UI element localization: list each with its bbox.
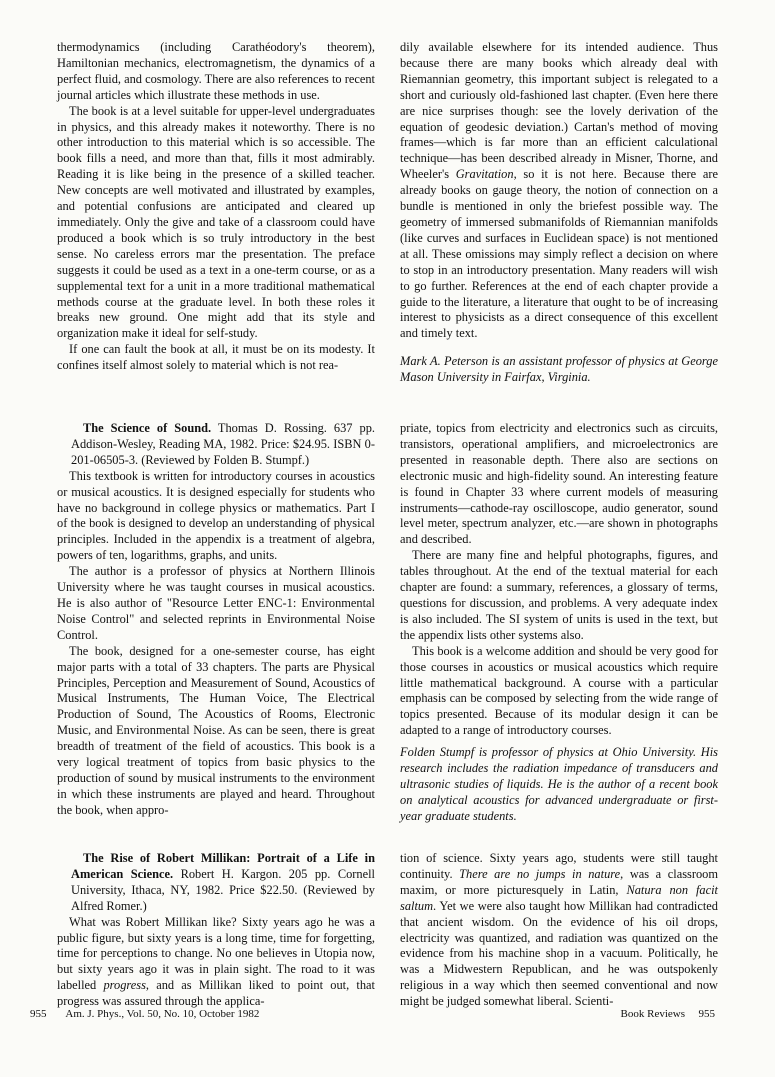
journal-citation: Am. J. Phys., Vol. 50, No. 10, October 1982 xyxy=(65,1008,260,1020)
review2-paragraph: This book is a welcome addition and should be very good for those courses in acoustics or musical acoustics which require little mathematical background. A course with a particular emphasis can be composed by selecting from the wide range of topics presented. Because of its modular design it can be adapted to a range of introductory courses. xyxy=(400,643,718,738)
review1-paragraph: The book is at a level suitable for upper-level undergraduates in physics, and this already makes it noteworthy. There is no other introduction to this material which is so accessible. The book fills a need, and more than that, fills it most admirably. Reading it is like being in the presence of a skilled teacher. New concepts are well motivated and illustrated by examples, and potential confusions are anticipated and cleared up immediately. Only the give and take of a classroom could have produced a book which is so truly introductory in the best sense. No careless errors mar the presentation. The preface suggests it could be used as a text in a one-term course, or as a supplemental text for a unit in a more traditional mathematical methods course at the graduate level. In both these roles it breaks new ground. One might add that its style and organization make it ideal for self-study. xyxy=(57,103,375,341)
review-heading xyxy=(57,851,375,915)
review2-right-column xyxy=(400,421,718,825)
review-heading xyxy=(57,421,375,469)
review1-paragraph: If one can fault the book at all, it must be on its modesty. It confines itself almost solely to material which is not rea- xyxy=(57,342,375,373)
reviewer-bio: Mark A. Peterson is an assistant professor of physics at George Mason University in Fairfax, Virginia. xyxy=(400,354,718,385)
review1-right-column xyxy=(400,40,718,386)
review3-right-column xyxy=(400,851,718,1010)
review3-paragraph: tion of science. Sixty years ago, students were still taught continuity. There are no jumps in nature, was a classroom maxim, or more picturesquely in Latin, Natura non facit saltum. Yet we were also taught how Millikan had contradicted that ancient wisdom. On the evidence of his oil drops, electricity was quantized, and radiation was quantized on the evidence from his machine shop in a vacuum. Politically, he was a Midwestern Republican, and he was outspokenly religious in a way which then seemed conventional and now might be judged somewhat liberal. Scienti- xyxy=(400,851,719,1009)
review2-paragraph: There are many fine and helpful photographs, figures, and tables throughout. At the end of the textual material for each chapter are found: a summary, references, a glossary of terms, questions for discussion, and problems. A very adequate index is also included. The SI system of units is used in the text, but the appendix lists other systems also. xyxy=(400,548,718,642)
review2-paragraph: priate, topics from electricity and electronics such as circuits, transistors, operational amplifiers, and microelectronics are presented in reasonable depth. There also are sections on electronic music and high-fidelity sound. An interesting feature is found in Chapter 33 where current models of measuring instruments—cathode-ray oscilloscope, audio generator, sound level meter, spectrum analyzer, etc.—are shown in photographs and described. xyxy=(400,421,718,547)
book-title: The Rise of Robert Millikan: Portrait of a Life in American Science. xyxy=(71,851,375,881)
book-citation: Robert H. Kargon. 205 pp. Cornell University, Ithaca, NY, 1982. Price $22.50. (Reviewed by Alfred Romer.) xyxy=(71,866,375,913)
review3-paragraph: What was Robert Millikan like? Sixty years ago he was a public figure, but sixty years is a long time, time for forgetting, time for perceptions to change. No one believes in Utopia now, but sixty years ago it was in plain sight. The road to it was labelled progress, and as Millikan liked to point out, that progress was assured through the applica- xyxy=(57,914,375,1009)
book-citation: Thomas D. Rossing. 637 pp. Addison-Wesley, Reading MA, 1982. Price: $24.95. ISBN 0-201-06505-3. (Reviewed by Folden B. Stumpf.) xyxy=(71,421,375,467)
section-name: Book Reviews xyxy=(620,1008,685,1020)
review2-left-column xyxy=(57,421,375,819)
review1-paragraph: dily available elsewhere for its intended audience. Thus because there are many books which already deal with Riemannian geometry, this important subject is relegated to a short and curiously old-fashioned last chapter. (Even here there are nice surprises though: see the lovely derivation of the equation of geodesic deviation.) Cartan's method of moving frames—which is far more than an efficient calculational technique—has been described already in Misner, Thorne, and Wheeler's Gravitation, so it is not here. Because there are already books on gauge theory, the notion of connection on a bundle is mentioned in only the briefest possible way. The geometry of immersed submanifolds of Riemannian manifolds (like curves and surfaces in Euclidean space) is not mentioned at all. These omissions may simply reflect a decision on where to stop in an introductory presentation. Many readers will wish to go further. References at the end of each chapter provide a guide to the literature, a literature that ought to be of increasing interest to physicists as a direct consequence of this excellent and timely text. xyxy=(400,40,718,341)
review1-left-column xyxy=(57,40,375,374)
page-footer-left xyxy=(30,1008,259,1020)
page-number: 955 xyxy=(698,1008,715,1020)
page-footer-right xyxy=(621,1008,715,1020)
page-number: 955 xyxy=(30,1008,47,1020)
review2-paragraph: The author is a professor of physics at Northern Illinois University where he was taught courses in musical acoustics. He is also author of "Resource Letter ENC-1: Environmental Noise Control" and selected reprints in Environmental Noise Control. xyxy=(57,564,375,642)
review1-paragraph: thermodynamics (including Carathéodory's theorem), Hamiltonian mechanics, electromagnetism, the dynamics of a perfect fluid, and cosmology. There are also references to recent journal articles which illustrate these methods in use. xyxy=(57,40,375,102)
review2-paragraph: The book, designed for a one-semester course, has eight major parts with a total of 33 chapters. The parts are Physical Principles, Perception and Measurement of Sound, Acoustics of Musical Instruments, The Human Voice, The Electrical Production of Sound, The Acoustics of Rooms, Electronic Music, and Environmental Noise. As can be seen, there is great breadth of treatment of the field of acoustics. This book is a very logical treatment of topics from basic physics to the production of sound by musical instruments to the environment in which these instruments are played and heard. Throughout the book, when appro- xyxy=(57,643,375,817)
review3-left-column xyxy=(57,851,375,1010)
review2-paragraph: This textbook is written for introductory courses in acoustics or musical acoustics. It is designed especially for students who have no background in college physics or mathematics. Part I of the book is designed to develop an understanding of physical principles. Included in the appendix is a treatment of algebra, powers of ten, logarithms, graphs, and units. xyxy=(57,468,375,563)
book-title: The Science of Sound. xyxy=(83,421,212,435)
reviewer-bio: Folden Stumpf is professor of physics at Ohio University. His research includes the radiation impedance of transducers and ultrasonic studies of liquids. He is the author of a recent book on analytical acoustics for advanced undergraduate or first-year graduate students. xyxy=(400,745,718,823)
